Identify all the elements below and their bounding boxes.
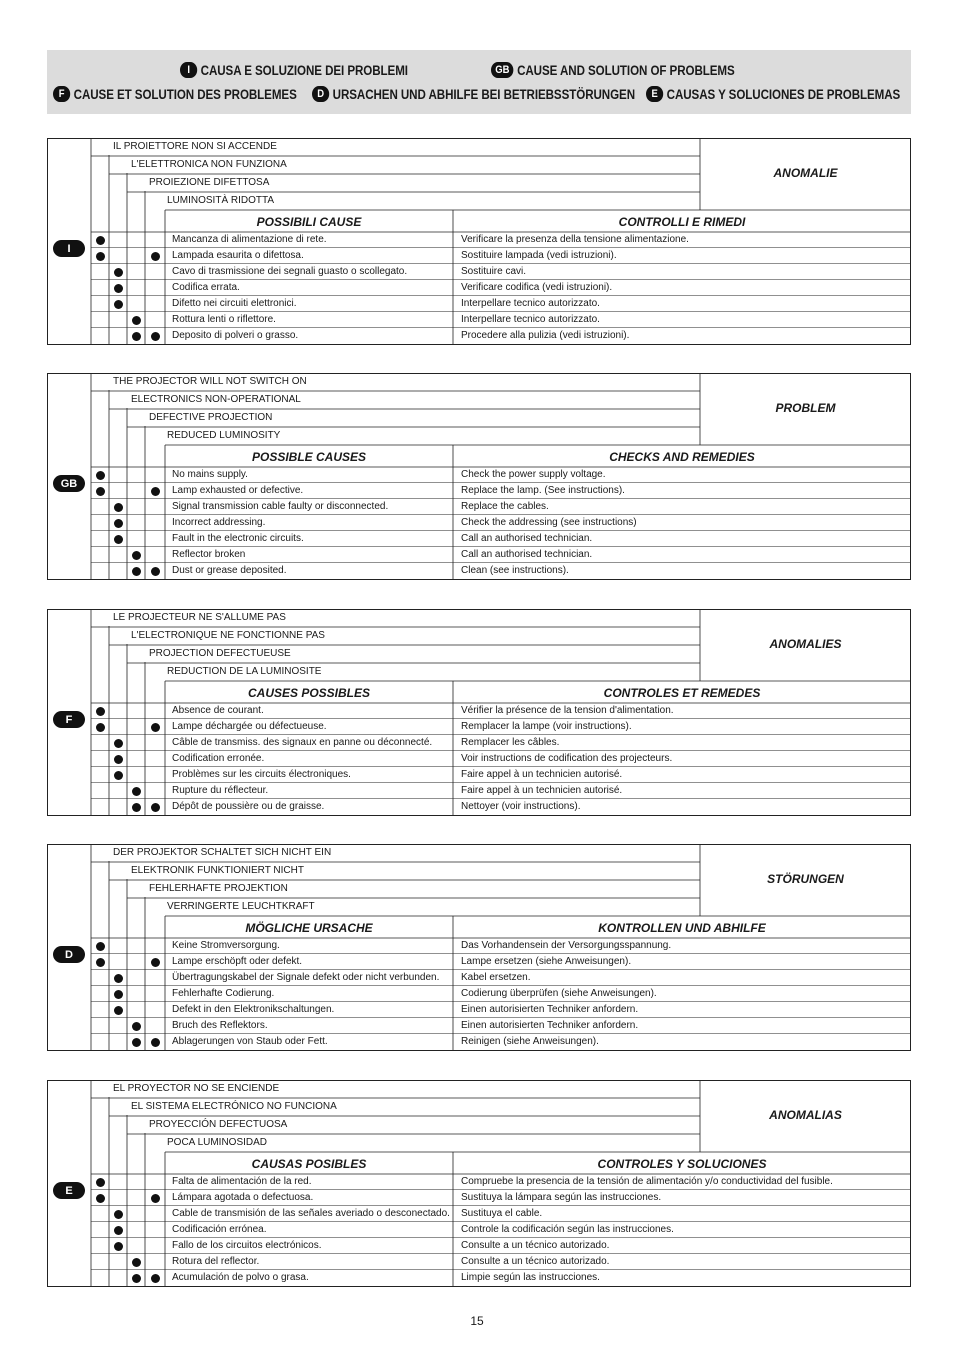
symptom-label: ELECTRONICS NON-OPERATIONAL [131,394,301,405]
lang-badge-gb: GB [491,62,514,78]
remedies-column-header: CHECKS AND REMEDIES [609,450,755,464]
header-title-de-label: URSACHEN UND ABHILFE BEI BETRIEBSSTÖRUNGEN [332,86,635,102]
language-badge: E [53,1182,85,1199]
cause-cell: Câble de transmiss. des signaux en panne ou déconnecté. [172,737,433,748]
cause-cell: Cavo di trasmissione dei segnali guasto o scollegato. [172,266,408,277]
symptom-mark-dot [96,707,105,716]
troubleshooting-table-e [47,1080,911,1287]
language-badge: D [53,946,85,963]
symptom-label: POCA LUMINOSIDAD [167,1137,268,1148]
symptom-mark-dot [96,1178,105,1187]
cause-cell: Dépôt de poussière ou de graisse. [172,801,325,812]
remedy-cell: Faire appel à un technicien autorisé. [461,769,623,780]
remedy-cell: Consulte a un técnico autorizado. [461,1256,610,1267]
lang-badge-es: E [646,86,663,102]
header-title-it [180,62,408,78]
remedy-cell: Remplacer les câbles. [461,737,560,748]
cause-cell: Problèmes sur les circuits électroniques. [172,769,351,780]
header-title-fr-label: CAUSE ET SOLUTION DES PROBLEMES [73,86,297,102]
cause-cell: Codifica errata. [172,282,240,293]
cause-cell: Deposito di polveri o grasso. [172,330,299,341]
header-title-es [646,86,900,102]
header-title-fr [53,86,297,102]
symptom-label: REDUCED LUMINOSITY [167,430,281,441]
symptom-mark-dot [114,1006,123,1015]
remedies-column-header: CONTROLES Y SOLUCIONES [597,1157,767,1171]
symptom-mark-dot [151,1038,160,1047]
remedy-cell: Voir instructions de codification des projecteurs. [461,753,673,764]
remedy-cell: Call an authorised technician. [461,549,593,560]
language-badge: F [53,711,85,728]
remedy-cell: Einen autorisierten Techniker anfordern. [461,1004,639,1015]
remedy-cell: Consulte a un técnico autorizado. [461,1240,610,1251]
symptom-mark-dot [114,739,123,748]
troubleshooting-table-gb [47,373,911,580]
cause-cell: Rotura del reflector. [172,1256,260,1267]
symptom-label: ELEKTRONIK FUNKTIONIERT NICHT [131,865,304,876]
remedies-column-header: CONTROLES ET REMEDES [603,686,761,700]
troubleshooting-table-f [47,609,911,816]
remedy-cell: Einen autorisierten Techniker anfordern. [461,1020,639,1031]
symptom-mark-dot [132,787,141,796]
symptom-mark-dot [132,1038,141,1047]
remedy-cell: Codierung überprüfen (siehe Anweisungen). [461,988,657,999]
page-header-banner [47,50,911,114]
anomaly-column-label: PROBLEM [775,401,836,415]
causes-column-header: CAUSES POSSIBLES [247,686,371,700]
cause-cell: Lampe déchargée ou défectueuse. [172,721,327,732]
header-title-gb-label: CAUSE AND SOLUTION OF PROBLEMS [517,62,735,78]
remedy-cell: Kabel ersetzen. [461,972,531,983]
symptom-label: LE PROJECTEUR NE S'ALLUME PAS [113,612,286,623]
symptom-mark-dot [114,268,123,277]
cause-cell: Fehlerhafte Codierung. [172,988,275,999]
symptom-mark-dot [114,1210,123,1219]
cause-cell: Ablagerungen von Staub oder Fett. [172,1036,328,1047]
symptom-mark-dot [114,503,123,512]
cause-cell: Dust or grease deposited. [172,565,287,576]
remedy-cell: Verificare la presenza della tensione alimentazione. [461,234,689,245]
remedy-cell: Replace the lamp. (See instructions). [461,485,625,496]
lang-badge-it: I [180,62,197,78]
symptom-mark-dot [114,755,123,764]
cause-cell: Keine Stromversorgung. [172,940,280,951]
remedy-cell: Sostituire lampada (vedi istruzioni). [461,250,617,261]
remedy-cell: Compruebe la presencia de la tensión de alimentación y/o conductividad del fusible. [461,1176,833,1187]
symptom-mark-dot [114,1242,123,1251]
symptom-mark-dot [151,1194,160,1203]
remedies-column-header: KONTROLLEN UND ABHILFE [598,921,766,935]
remedy-cell: Vérifier la présence de la tension d'alimentation. [461,705,674,716]
symptom-label: DER PROJEKTOR SCHALTET SICH NICHT EIN [113,847,332,858]
cause-cell: No mains supply. [172,469,248,480]
symptom-mark-dot [114,990,123,999]
symptom-mark-dot [151,1274,160,1283]
anomaly-column-label: ANOMALIE [773,166,838,180]
cause-cell: Rupture du réflecteur. [172,785,269,796]
troubleshooting-table-i [47,138,911,345]
symptom-mark-dot [96,958,105,967]
remedy-cell: Call an authorised technician. [461,533,593,544]
symptom-mark-dot [132,1274,141,1283]
cause-cell: Difetto nei circuiti elettronici. [172,298,297,309]
remedy-cell: Interpellare tecnico autorizzato. [461,314,600,325]
symptom-mark-dot [96,487,105,496]
remedy-cell: Sustituya la lámpara según las instrucciones. [461,1192,662,1203]
symptom-mark-dot [132,1022,141,1031]
symptom-label: IL PROIETTORE NON SI ACCENDE [113,141,277,152]
symptom-mark-dot [114,535,123,544]
cause-cell: Falta de alimentación de la red. [172,1176,312,1187]
symptom-label: PROIEZIONE DIFETTOSA [149,177,270,188]
cause-cell: Rottura lenti o riflettore. [172,314,276,325]
symptom-mark-dot [151,567,160,576]
cause-cell: Reflector broken [172,549,246,560]
symptom-label: PROYECCIÓN DEFECTUOSA [149,1119,288,1130]
lang-badge-fr: F [53,86,70,102]
symptom-mark-dot [132,803,141,812]
symptom-mark-dot [96,1194,105,1203]
symptom-label: VERRINGERTE LEUCHTKRAFT [167,901,315,912]
symptom-label: L'ELECTRONIQUE NE FONCTIONNE PAS [131,630,325,641]
cause-cell: Acumulación de polvo o grasa. [172,1272,309,1283]
remedies-column-header: CONTROLLI E RIMEDI [618,215,746,229]
symptom-mark-dot [132,567,141,576]
header-title-it-label: CAUSA E SOLUZIONE DEI PROBLEMI [200,62,408,78]
symptom-mark-dot [151,332,160,341]
causes-column-header: CAUSAS POSIBLES [251,1157,367,1171]
symptom-mark-dot [151,958,160,967]
cause-cell: Mancanza di alimentazione di rete. [172,234,327,245]
header-title-gb [491,62,735,78]
language-badge: GB [53,475,85,492]
cause-cell: Absence de courant. [172,705,264,716]
header-title-es-label: CAUSAS Y SOLUCIONES DE PROBLEMAS [666,86,901,102]
symptom-mark-dot [132,332,141,341]
remedy-cell: Nettoyer (voir instructions). [461,801,581,812]
symptom-label: FEHLERHAFTE PROJEKTION [149,883,288,894]
symptom-label: REDUCTION DE LA LUMINOSITE [167,666,322,677]
cause-cell: Incorrect addressing. [172,517,266,528]
remedy-cell: Controle la codificación según las instrucciones. [461,1224,674,1235]
causes-column-header: MÖGLICHE URSACHE [245,921,373,935]
cause-cell: Übertragungskabel der Signale defekt oder nicht verbunden. [172,972,440,983]
cause-cell: Fallo de los circuitos electrónicos. [172,1240,322,1251]
symptom-label: LUMINOSITÀ RIDOTTA [167,195,275,206]
symptom-mark-dot [132,1258,141,1267]
remedy-cell: Sustituya el cable. [461,1208,543,1219]
cause-cell: Lampada esaurita o difettosa. [172,250,304,261]
symptom-mark-dot [114,300,123,309]
symptom-mark-dot [132,316,141,325]
symptom-label: DEFECTIVE PROJECTION [149,412,273,423]
cause-cell: Fault in the electronic circuits. [172,533,304,544]
symptom-label: PROJECTION DEFECTUEUSE [149,648,291,659]
remedy-cell: Limpie según las instrucciones. [461,1272,600,1283]
remedy-cell: Procedere alla pulizia (vedi istruzioni). [461,330,630,341]
remedy-cell: Verificare codifica (vedi istruzioni). [461,282,613,293]
symptom-mark-dot [96,471,105,480]
symptom-label: EL SISTEMA ELECTRÓNICO NO FUNCIONA [131,1101,337,1112]
troubleshooting-table-d [47,844,911,1051]
remedy-cell: Reinigen (siehe Anweisungen). [461,1036,599,1047]
symptom-mark-dot [96,236,105,245]
header-title-de [312,86,635,102]
symptom-mark-dot [96,252,105,261]
cause-cell: Defekt in den Elektronikschaltungen. [172,1004,335,1015]
symptom-mark-dot [114,974,123,983]
cause-cell: Signal transmission cable faulty or disconnected. [172,501,389,512]
symptom-mark-dot [96,942,105,951]
symptom-mark-dot [114,771,123,780]
remedy-cell: Replace the cables. [461,501,549,512]
anomaly-column-label: ANOMALIAS [769,1108,842,1122]
symptom-mark-dot [114,284,123,293]
page-number: 15 [470,1314,484,1328]
anomaly-column-label: ANOMALIES [769,637,842,651]
remedy-cell: Check the addressing (see instructions) [461,517,637,528]
remedy-cell: Remplacer la lampe (voir instructions). [461,721,632,732]
symptom-mark-dot [114,519,123,528]
anomaly-column-label: STÖRUNGEN [767,872,844,886]
cause-cell: Lamp exhausted or defective. [172,485,304,496]
symptom-label: EL PROYECTOR NO SE ENCIENDE [113,1083,280,1094]
cause-cell: Lampe erschöpft oder defekt. [172,956,303,967]
lang-badge-de: D [312,86,329,102]
symptom-label: L'ELETTRONICA NON FUNZIONA [131,159,287,170]
cause-cell: Bruch des Reflektors. [172,1020,268,1031]
symptom-mark-dot [114,1226,123,1235]
cause-cell: Cable de transmisión de las señales averiado o desconectado. [172,1208,450,1219]
symptom-mark-dot [151,252,160,261]
causes-column-header: POSSIBLE CAUSES [251,450,367,464]
cause-cell: Lámpara agotada o defectuosa. [172,1192,314,1203]
symptom-mark-dot [96,723,105,732]
symptom-label: THE PROJECTOR WILL NOT SWITCH ON [113,376,307,387]
language-badge: I [53,240,85,257]
cause-cell: Codificación errónea. [172,1224,267,1235]
symptom-mark-dot [132,551,141,560]
remedy-cell: Check the power supply voltage. [461,469,606,480]
remedy-cell: Sostituire cavi. [461,266,527,277]
symptom-mark-dot [151,487,160,496]
cause-cell: Codification erronée. [172,753,265,764]
causes-column-header: POSSIBILI CAUSE [256,215,362,229]
remedy-cell: Das Vorhandensein der Versorgungsspannung. [461,940,672,951]
remedy-cell: Faire appel à un technicien autorisé. [461,785,623,796]
remedy-cell: Clean (see instructions). [461,565,569,576]
remedy-cell: Lampe ersetzen (siehe Anweisungen). [461,956,632,967]
remedy-cell: Interpellare tecnico autorizzato. [461,298,600,309]
symptom-mark-dot [151,723,160,732]
symptom-mark-dot [151,803,160,812]
